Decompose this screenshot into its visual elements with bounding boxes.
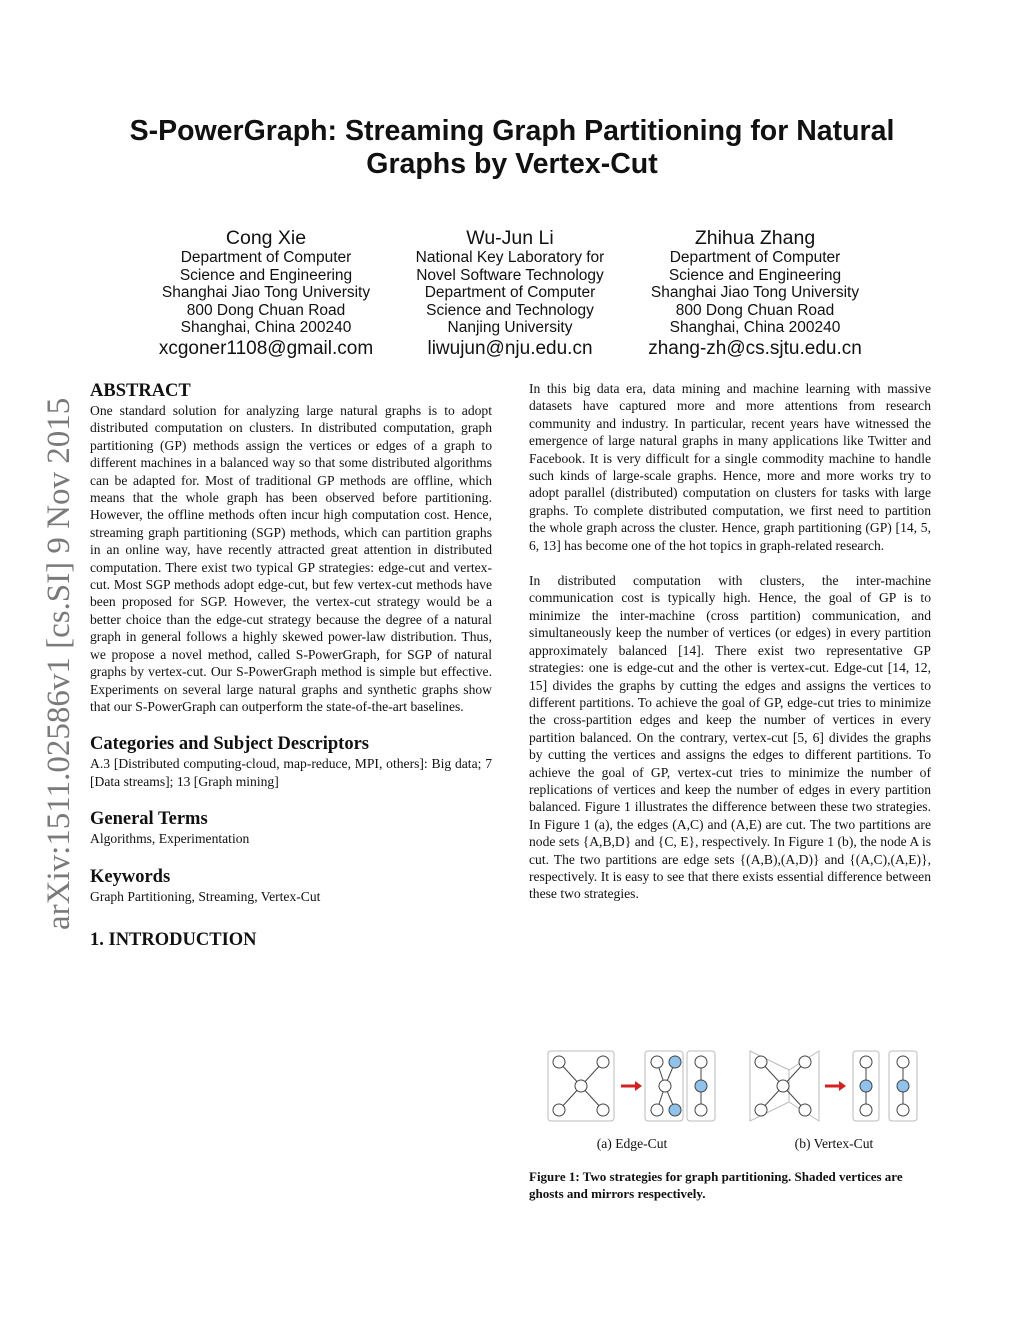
affiliation-line: Science and Technology [426, 301, 594, 319]
author-email[interactable]: zhang-zh@cs.sjtu.edu.cn [648, 337, 862, 359]
affiliation-line: Department of Computer [669, 249, 841, 266]
affiliation-line: 800 Dong Chuan Road [186, 301, 346, 319]
intro-paragraph-1: In this big data era, data mining and machine learning with massive datasets have captured more and more attentions from research community and industry. In particular, recent years have witnessed the emergence of large natural graphs in many applications like Twitter and Facebook. It is very difficult for a single commodity machine to handle such kinds of large-scale graphs. Hence, more and more works try to adopt parallel (distributed) computation on clusters for tasks with large graphs. To complete distributed computation, we first need to partition the whole graph across the cluster. Hence, graph partitioning (GP) [14, 5, 6, 13] has become one of the hot topics in graph-related research. [529, 381, 931, 553]
figure-caption: Figure 1: Two strategies for graph partitioning. Shaded vertices are ghosts and mirrors respectively. [529, 1169, 903, 1201]
author-block [141, 227, 391, 361]
abstract-text: One standard solution for analyzing large natural graphs is to adopt distributed computation on clusters. In distributed computation, graph partitioning (GP) methods assign the vertices or edges of a graph to different machines in a balanced way so that some distributed algorithms can be adapted for. Most of traditional GP methods are offline, which means that the whole graph has been observed before partitioning. However, the offline methods often incur high computation cost. Hence, streaming graph partitioning (SGP) methods, which can partition graphs in an online way, have recently attracted great attention in distributed computation. There exist two typical GP strategies: edge-cut and vertex-cut. Most SGP methods adopt edge-cut, but few vertex-cut methods have been proposed for SGP. However, the vertex-cut strategy would be a better choice than the edge-cut strategy because the degree of a natural graph in general follows a highly skewed power-law distribution. Thus, we propose a novel method, called S-PowerGraph, for SGP of natural graphs by vertex-cut. Our S-PowerGraph method is simple but effective. Experiments on several large natural graphs and synthetic graphs show that our S-PowerGraph can outperform the state-of-the-art baselines. [90, 403, 492, 714]
author-email[interactable]: xcgoner1108@gmail.com [158, 337, 374, 359]
affiliation-line: Novel Software Technology [416, 266, 604, 284]
keywords-heading: Keywords [90, 866, 171, 887]
figure-1 [529, 1050, 931, 1210]
keywords-text: Graph Partitioning, Streaming, Vertex-Cut [90, 888, 321, 904]
vertex-cut-diagram [749, 1050, 919, 1122]
general-terms-heading: General Terms [90, 809, 208, 830]
affiliation-line: Science and Engineering [179, 266, 353, 284]
subfigure-a-caption: (a) Edge-Cut [596, 1136, 668, 1151]
paper-title: S-PowerGraph: Streaming Graph Partitioning for Natural Graphs by Vertex-Cut [129, 115, 895, 180]
categories-heading: Categories and Subject Descriptors [90, 734, 369, 755]
affiliation-line: Shanghai Jiao Tong University [161, 284, 371, 302]
author-name: Cong Xie [225, 227, 307, 249]
author-block [630, 227, 880, 361]
affiliation-line: Shanghai Jiao Tong University [650, 284, 860, 302]
author-block [385, 227, 635, 361]
categories-text: A.3 [Distributed computing-cloud, map-reduce, MPI, others]: Big data; 7 [Data streams]; 13 [Graph mining] [90, 756, 492, 789]
affiliation-line: 800 Dong Chuan Road [675, 301, 835, 319]
abstract-heading: ABSTRACT [90, 381, 191, 401]
introduction-heading: 1. INTRODUCTION [90, 929, 257, 950]
affiliation-line: Department of Computer [424, 284, 596, 302]
general-terms-text: Algorithms, Experimentation [90, 831, 250, 847]
subfigure-b-caption: (b) Vertex-Cut [794, 1136, 874, 1151]
author-name: Zhihua Zhang [694, 227, 816, 249]
right-column [529, 380, 931, 903]
intro-paragraph-2: In distributed computation with clusters, the inter-machine communication cost is typically high. Hence, the goal of GP is to minimize the inter-machine (cross partition) communication, and simultaneously keep the number of vertices (or edges) in every partition approximately balanced [14]. There exist two representative GP strategies: one is edge-cut and the other is vertex-cut. Edge-cut [14, 12, 15] divides the graphs by cutting the edges and assigns the vertices to different partitions. To achieve the goal of GP, edge-cut tries to minimize the cross-partition edges and keep the number of vertices in every partition balanced. On the contrary, vertex-cut [5, 6] divides the graphs by cutting the vertices and assigns the edges to different partitions. To achieve the goal of GP, vertex-cut tries to minimize the number of replications of vertices and keep the number of edges in every partition balanced. Figure 1 illustrates the difference between these two strategies. In Figure 1 (a), the edges (A,C) and (A,E) are cut. The two partitions are node sets {A,B,D} and {C, E}, respectively. In Figure 1 (b), the node A is cut. The two partitions are edge sets {(A,B),(A,D)} and {(A,C),(A,E)}, respectively. It is easy to see that there exists essential difference between these two strategies. [529, 573, 931, 902]
affiliation-line: Department of Computer [180, 249, 352, 266]
arxiv-stamp: arXiv:1511.02586v1 [cs.SI] 9 Nov 2015 [41, 397, 77, 930]
edge-cut-diagram [547, 1050, 717, 1122]
affiliation-line: Nanjing University [447, 319, 573, 337]
affiliation-line: Shanghai, China 200240 [669, 319, 841, 337]
left-column [90, 380, 492, 951]
affiliation-line: Shanghai, China 200240 [180, 319, 352, 337]
affiliation-line: Science and Engineering [668, 266, 842, 284]
author-name: Wu-Jun Li [466, 227, 554, 249]
author-email[interactable]: liwujun@nju.edu.cn [427, 337, 593, 359]
affiliation-line: National Key Laboratory for [415, 249, 605, 266]
